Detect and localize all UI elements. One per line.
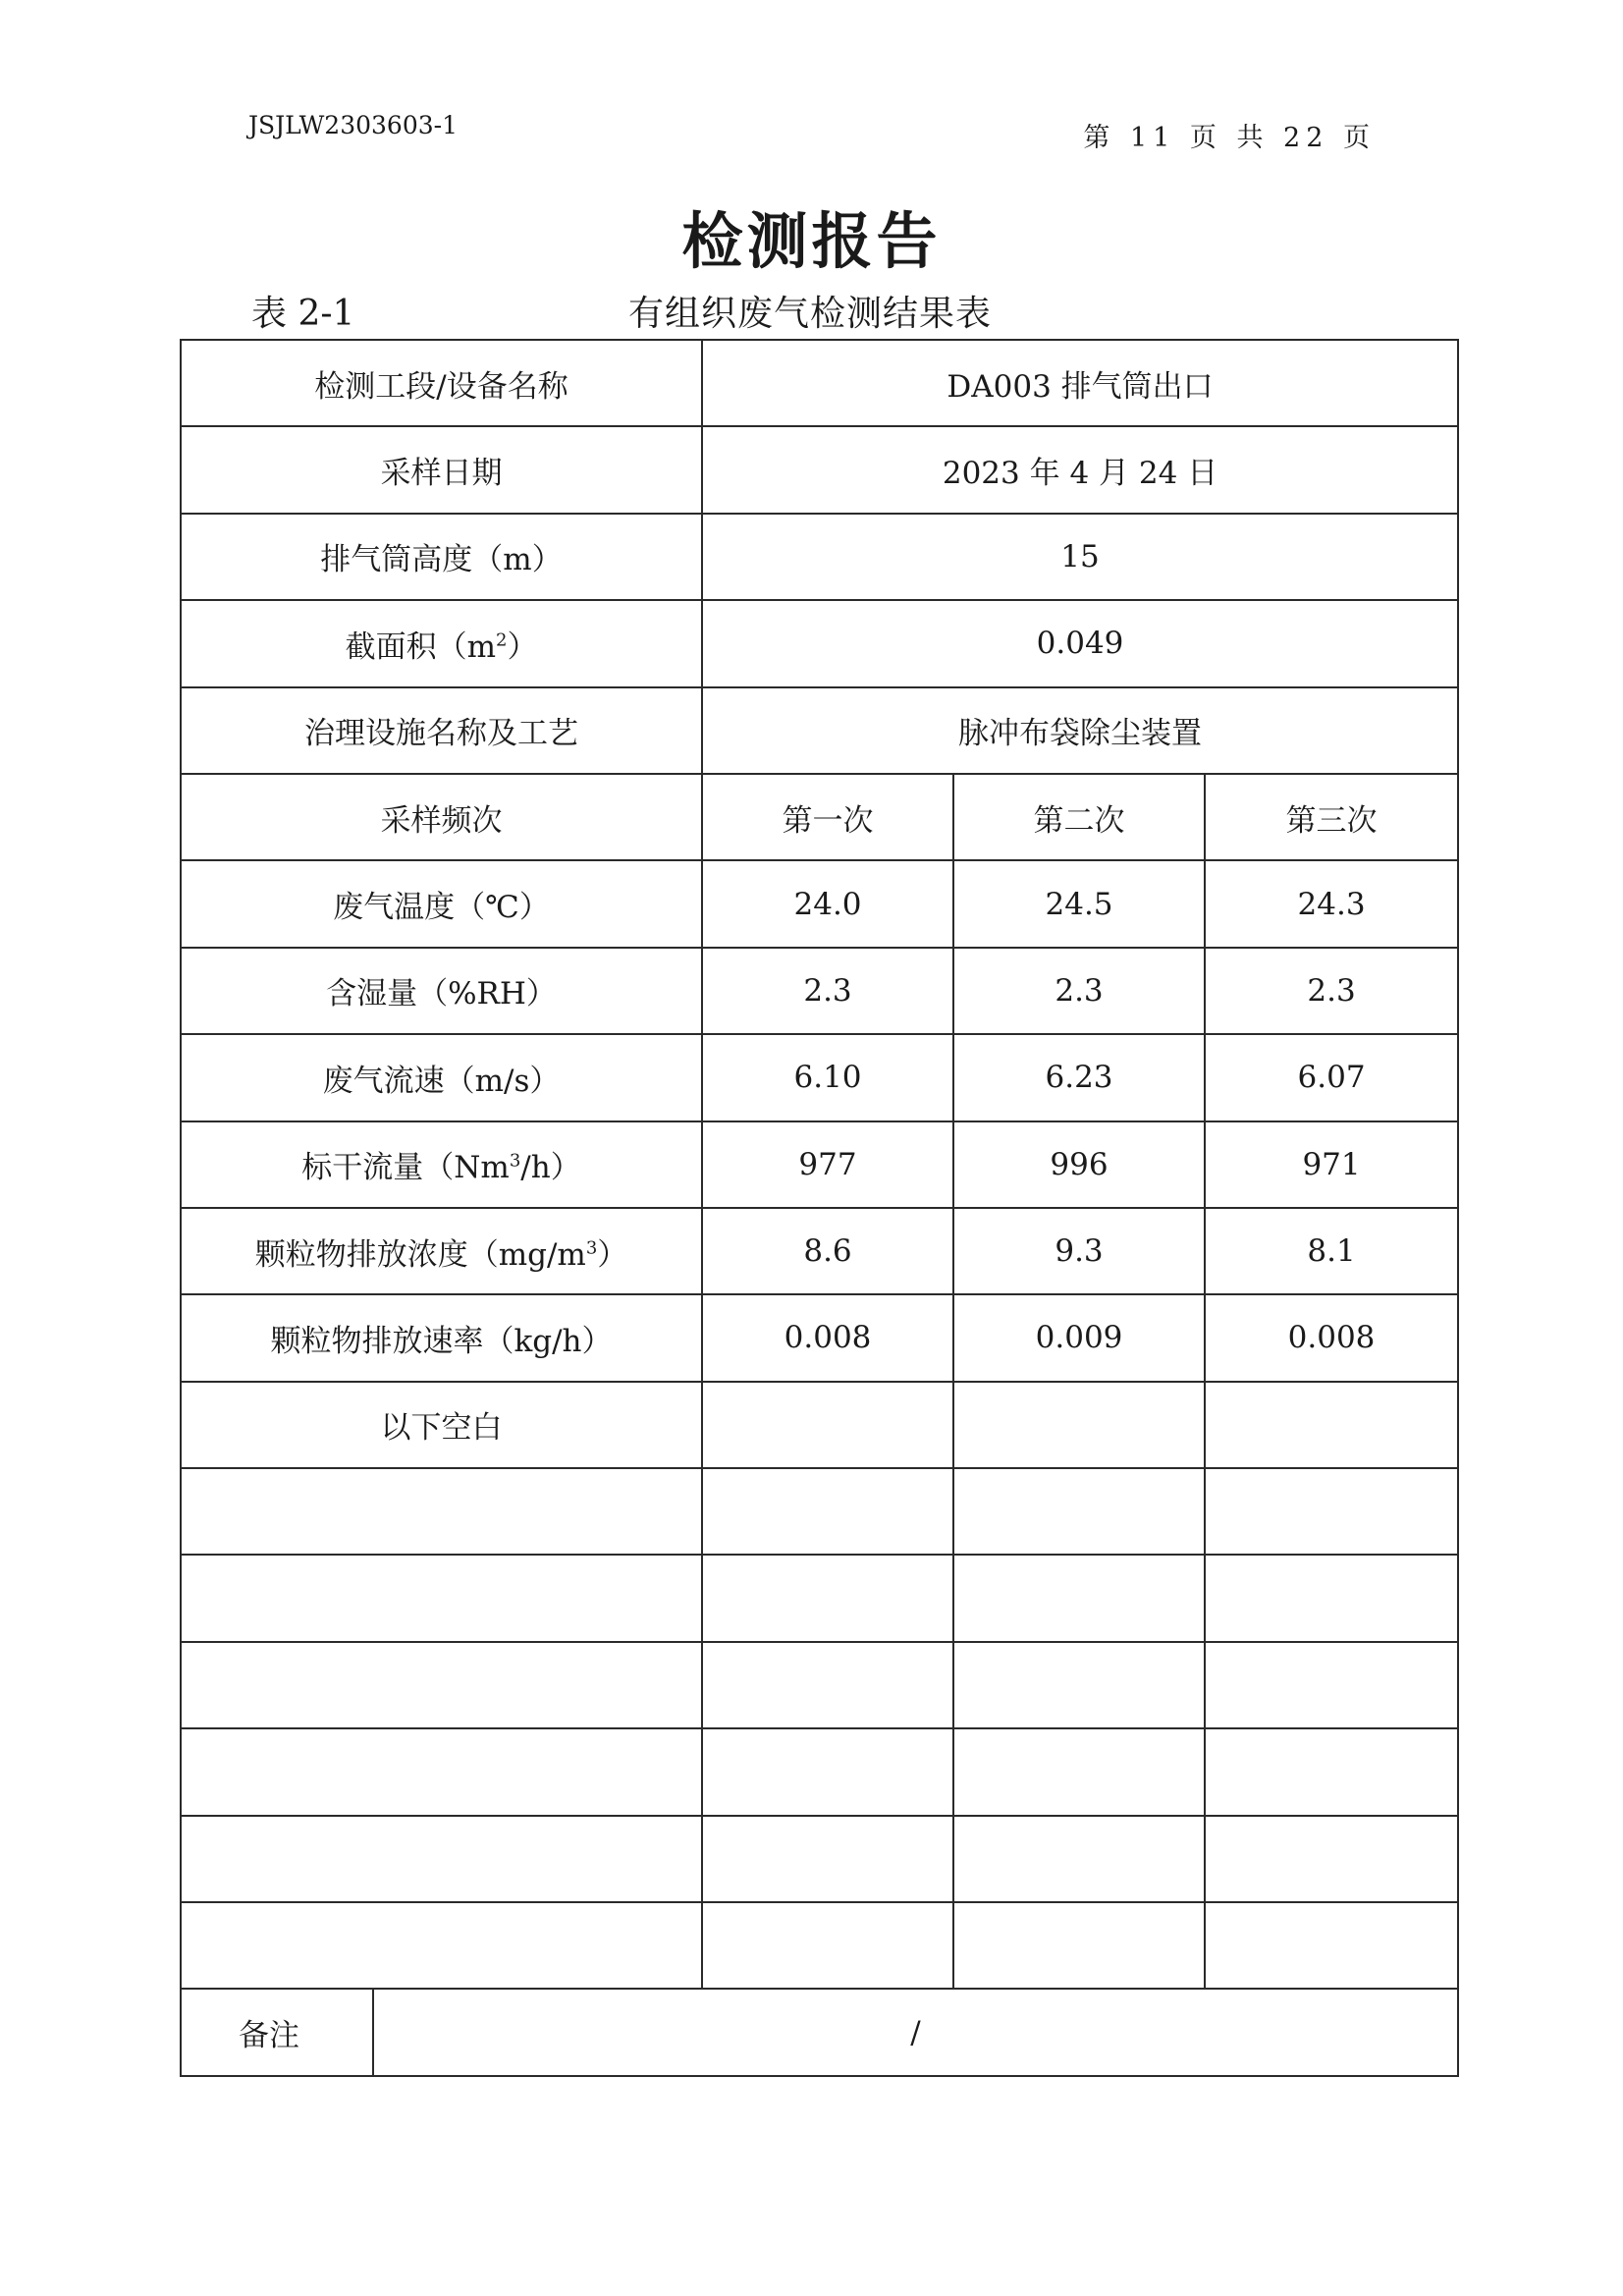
measurement-value: 2.3	[1205, 948, 1458, 1034]
remarks-label: 备注	[181, 1989, 373, 2075]
empty-cell	[953, 1555, 1205, 1641]
facility-value: 脉冲布袋除尘装置	[702, 687, 1458, 774]
remarks-value: /	[373, 1989, 1458, 2075]
label-end: /h）	[520, 1150, 581, 1186]
results-table	[180, 339, 1459, 2077]
measurement-label	[181, 860, 702, 947]
measurement-label	[181, 948, 702, 1034]
label-text: 颗粒物排放速率（kg/h）	[270, 1323, 613, 1359]
measurement-value: 9.3	[953, 1208, 1205, 1294]
remarks-row	[181, 1989, 1458, 2075]
label-text: 颗粒物排放浓度（mg/m	[254, 1236, 586, 1273]
measurement-value: 8.6	[702, 1208, 953, 1294]
empty-cell	[953, 1728, 1205, 1815]
measurement-value: 971	[1205, 1121, 1458, 1208]
empty-cell	[702, 1642, 953, 1728]
measurement-value: 977	[702, 1121, 953, 1208]
area-label-sup: 2	[495, 629, 508, 651]
freq-label: 采样频次	[181, 774, 702, 860]
measurement-value: 2.3	[953, 948, 1205, 1034]
measurement-value: 0.008	[702, 1294, 953, 1381]
empty-cell	[953, 1902, 1205, 1989]
measurement-value: 996	[953, 1121, 1205, 1208]
empty-cell	[181, 1555, 702, 1641]
measurement-label	[181, 1034, 702, 1121]
empty-cell	[702, 1555, 953, 1641]
table-row	[181, 514, 1458, 600]
measurement-label	[181, 1121, 702, 1208]
freq-col-2: 第二次	[953, 774, 1205, 860]
report-title: 检测报告	[681, 205, 942, 277]
label-sup: 3	[509, 1150, 521, 1172]
document-id: JSJLW2303603-1	[248, 111, 458, 139]
table-number: 表 2-1	[251, 294, 355, 334]
empty-cell	[1205, 1642, 1458, 1728]
equipment-value: DA003 排气筒出口	[702, 340, 1458, 426]
table-row	[181, 340, 1458, 426]
area-label-text: 截面积（m	[345, 629, 496, 665]
empty-cell	[702, 1382, 953, 1468]
label-text: 含湿量（%RH）	[326, 976, 557, 1012]
empty-cell	[953, 1382, 1205, 1468]
empty-cell	[953, 1816, 1205, 1902]
area-value: 0.049	[702, 600, 1458, 686]
table-caption: 有组织废气检测结果表	[628, 294, 993, 334]
measurement-value: 2.3	[702, 948, 953, 1034]
measurement-value: 6.10	[702, 1034, 953, 1121]
sampling-date-label: 采样日期	[181, 426, 702, 513]
table-row	[181, 1382, 1458, 1468]
empty-cell	[702, 1816, 953, 1902]
blank-below-label: 以下空白	[181, 1382, 702, 1468]
measurement-value: 0.008	[1205, 1294, 1458, 1381]
label-text: 废气温度（℃）	[333, 890, 550, 926]
empty-row	[181, 1555, 1458, 1641]
table-row	[181, 426, 1458, 513]
sampling-date-value: 2023 年 4 月 24 日	[702, 426, 1458, 513]
label-sup: 3	[585, 1237, 598, 1259]
measurement-label	[181, 1294, 702, 1381]
table-row	[181, 1208, 1458, 1294]
stack-height-label: 排气筒高度（m）	[181, 514, 702, 600]
measurement-value: 24.0	[702, 860, 953, 947]
empty-cell	[181, 1816, 702, 1902]
table-row	[181, 687, 1458, 774]
table-row	[181, 1294, 1458, 1381]
empty-row	[181, 1902, 1458, 1989]
empty-row	[181, 1816, 1458, 1902]
empty-cell	[1205, 1728, 1458, 1815]
empty-row	[181, 1728, 1458, 1815]
label-text: 标干流量（Nm	[301, 1150, 510, 1186]
empty-cell	[1205, 1902, 1458, 1989]
empty-cell	[1205, 1816, 1458, 1902]
table-row	[181, 1034, 1458, 1121]
measurement-value: 6.07	[1205, 1034, 1458, 1121]
empty-cell	[702, 1468, 953, 1555]
table-row	[181, 774, 1458, 860]
measurement-label	[181, 1208, 702, 1294]
empty-cell	[1205, 1382, 1458, 1468]
empty-cell	[181, 1468, 702, 1555]
table-row	[181, 600, 1458, 686]
empty-cell	[953, 1642, 1205, 1728]
empty-cell	[181, 1642, 702, 1728]
table-row	[181, 860, 1458, 947]
facility-label: 治理设施名称及工艺	[181, 687, 702, 774]
measurement-value: 6.23	[953, 1034, 1205, 1121]
measurement-value: 24.5	[953, 860, 1205, 947]
freq-col-1: 第一次	[702, 774, 953, 860]
empty-cell	[1205, 1468, 1458, 1555]
empty-cell	[702, 1728, 953, 1815]
label-end: ）	[597, 1236, 628, 1273]
measurement-value: 0.009	[953, 1294, 1205, 1381]
label-text: 废气流速（m/s）	[322, 1063, 561, 1099]
empty-row	[181, 1642, 1458, 1728]
freq-col-3: 第三次	[1205, 774, 1458, 860]
equipment-label: 检测工段/设备名称	[181, 340, 702, 426]
area-label	[181, 600, 702, 686]
page-number: 第 11 页 共 22 页	[1083, 123, 1376, 153]
empty-row	[181, 1468, 1458, 1555]
table-row	[181, 948, 1458, 1034]
empty-cell	[1205, 1555, 1458, 1641]
area-label-end: ）	[507, 629, 538, 665]
table-row	[181, 1121, 1458, 1208]
empty-cell	[953, 1468, 1205, 1555]
measurement-value: 24.3	[1205, 860, 1458, 947]
measurement-value: 8.1	[1205, 1208, 1458, 1294]
empty-cell	[702, 1902, 953, 1989]
stack-height-value: 15	[702, 514, 1458, 600]
empty-cell	[181, 1728, 702, 1815]
empty-cell	[181, 1902, 702, 1989]
